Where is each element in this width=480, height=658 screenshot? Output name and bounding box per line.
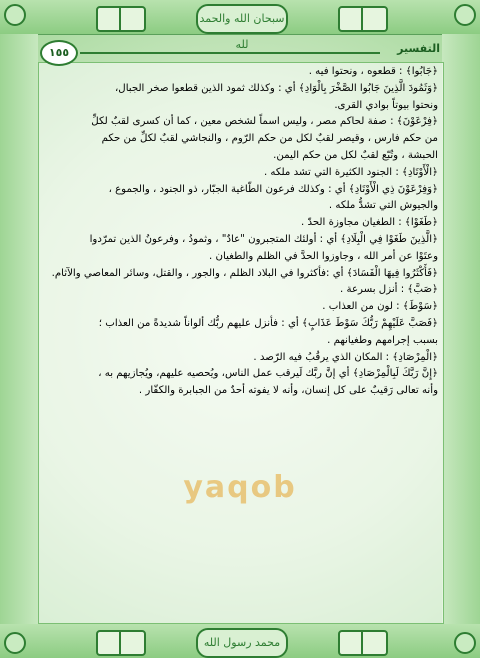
- bottom-cartouche: محمد رسول الله: [196, 628, 288, 658]
- text-line: ﴿طَغَوْا﴾ : الطغيان مجاوزة الحدّ .: [301, 217, 438, 229]
- text-line: وعتَوْا عن أمر الله ، وجاوزوا الحدَّ في الظلم والطغيان .: [209, 250, 438, 262]
- book-icon: [338, 630, 388, 656]
- book-icon: [96, 6, 146, 32]
- book-icon: [338, 6, 388, 32]
- text-line: ﴿إِنَّ رَبَّكَ لَبِالْمِرْصَادِ﴾ أي إنَّ ربَّك لَيرقب عمل الناس، ويُحصيه عليهم، ويُجازيهم به ،: [98, 368, 438, 380]
- text-line: ﴿الْأَوْتَادِ﴾ : الجنود الكثيرة التي تشد ملكه .: [263, 166, 438, 178]
- text-line: من حكم فارس ، وقيصر لقبٌ لكل من حكم الرّوم ، والنجاشي لقبٌ لكلِّ من حكم: [101, 133, 438, 145]
- watermark: yaqob: [183, 470, 297, 505]
- page-number: ١٥٥: [40, 40, 78, 66]
- text-line: ﴿وَفِرْعَوْنَ ذِي الْأَوْتَادِ﴾ أي : وكذلك فرعون الطّاغية الجبّار، ذو الجنود ، والجموع ،: [108, 183, 438, 195]
- header-rule: [80, 52, 380, 54]
- text-line: ﴿الَّذِينَ طَغَوْا فِي الْبِلَادِ﴾ أي : أولئك المتجبرون "عادٌ" ، وثمودُ ، وفرعونُ الذين تمرّدوا: [89, 233, 438, 245]
- corner-ornament-icon: [454, 632, 476, 654]
- text-line: ﴿سَوْطَ﴾ : لون من العذاب .: [322, 301, 438, 313]
- text-line: ﴿صَبَّ﴾ : أنزل بسرعة .: [340, 284, 438, 296]
- corner-ornament-icon: [4, 632, 26, 654]
- corner-ornament-icon: [4, 4, 26, 26]
- tafsir-text: [42, 64, 438, 620]
- text-line: ﴿فَصَبَّ عَلَيْهِمْ رَبُّكَ سَوْطَ عَذَابٍ﴾ أي : فأنزل عليهم ربُّك ألواناً شديدةً من العذاب ؛: [98, 317, 438, 329]
- top-cartouche: سبحان الله والحمد لله: [196, 4, 288, 34]
- right-border: [442, 34, 480, 624]
- text-line: بسبب إجرامهم وطغيانهم .: [327, 334, 438, 346]
- text-line: ونحتوا بيوتاً بوادي القرى.: [334, 99, 438, 111]
- text-line: ﴿جَابُوا﴾ : قطعوه ، ونحتوا فيه .: [308, 66, 438, 77]
- text-line: وأنه تعالى رَقيبٌ على كل إنسان، وأنه لا يفوته أحدٌ من الجبابرة والكفّار .: [138, 385, 438, 397]
- section-title: التفسير: [397, 42, 440, 55]
- book-icon: [96, 630, 146, 656]
- text-line: والجيوش التي تشدُّ ملكه .: [328, 200, 438, 212]
- text-line: ﴿وَثَمُودَ الَّذِينَ جَابُوا الصَّخْرَ بِالْوَادِ﴾ أي : وكذلك ثمود الذين قطعوا صخر الجبال،: [115, 82, 438, 94]
- text-line: ﴿فِرْعَوْنَ﴾ : صفة لحاكم مصر ، وليس اسماً لشخص معين ، كما أن كسرى لقبٌ لكلِّ: [91, 116, 438, 128]
- text-line: الحبشة ، وتُبّع لقبٌ لكل من حكم اليمن.: [273, 149, 438, 161]
- text-line: ﴿الْمِرْصَادِ﴾ : المكان الذي يرقُبُ فيه الرّصد .: [253, 351, 438, 363]
- corner-ornament-icon: [454, 4, 476, 26]
- left-border: [0, 34, 38, 624]
- text-line: ﴿فَأَكْثَرُوا فِيهَا الْفَسَادَ﴾ أي :فأكثروا في البلاد الظلم ، والجور ، والقتل، وسائر المعاصي والآثام.: [51, 267, 438, 279]
